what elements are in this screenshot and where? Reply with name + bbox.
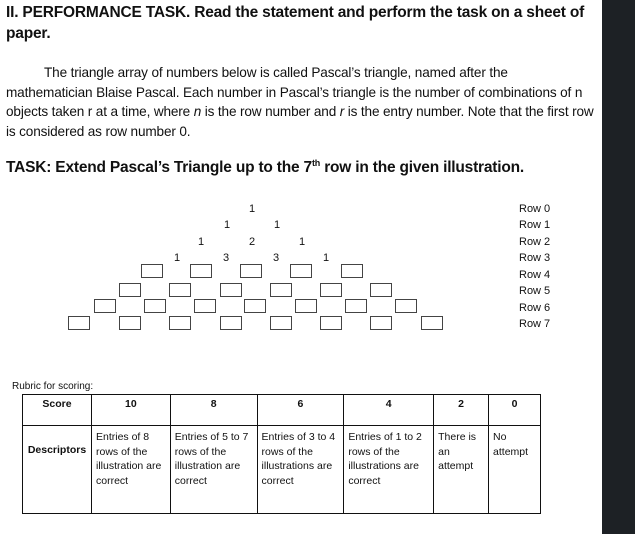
row-label: Row 7 <box>519 318 551 330</box>
row-label: Row 2 <box>519 236 551 248</box>
triangle-entry: 1 <box>273 219 281 231</box>
paragraph-text: is the row number and <box>201 104 340 119</box>
rubric-header-cell: 2 <box>434 395 489 426</box>
triangle-entry: 1 <box>197 236 205 248</box>
blank-entry-box <box>240 264 262 278</box>
row-label: Row 1 <box>519 219 551 231</box>
section-heading: II. PERFORMANCE TASK. Read the statement and perform the task on a sheet of paper. <box>6 4 585 42</box>
blank-entry-box <box>94 299 116 313</box>
blank-entry-box <box>68 316 90 330</box>
descriptor-cell: Entries of 5 to 7 rows of the illustration are correct <box>170 426 257 514</box>
paragraph-text: The triangle array of numbers below is called Pascal’s triangle, named after the mathematician Blaise Pascal. Each number in Pascal’s triangle is the number of combinations of n objects taken r at a time, where <box>6 65 583 119</box>
rubric-descriptor-row <box>23 426 541 514</box>
rubric-header-cell: 10 <box>91 395 170 426</box>
blank-entry-box <box>141 264 163 278</box>
rubric-header-cell: 0 <box>489 395 541 426</box>
blank-entry-box <box>290 264 312 278</box>
variable-n: n <box>193 104 202 119</box>
blank-entry-box <box>270 283 292 297</box>
task-superscript: th <box>311 158 321 168</box>
blank-entry-box <box>244 299 266 313</box>
variable-r: r <box>339 104 345 119</box>
blank-entry-box <box>169 316 191 330</box>
rubric-label: Rubric for scoring: <box>12 381 94 392</box>
row-label: Row 0 <box>519 203 551 215</box>
triangle-entry: 1 <box>173 252 181 264</box>
rubric-header-cell: 8 <box>170 395 257 426</box>
rubric-header-cell: Score <box>23 395 92 426</box>
triangle-entry: 1 <box>248 203 256 215</box>
descriptor-cell: Entries of 8 rows of the illustration are correct <box>91 426 170 514</box>
rubric-header-cell: 6 <box>257 395 344 426</box>
row-label: Row 6 <box>519 302 551 314</box>
triangle-entry: 3 <box>272 252 280 264</box>
blank-entry-box <box>320 283 342 297</box>
triangle-entry: 1 <box>223 219 231 231</box>
blank-entry-box <box>270 316 292 330</box>
task-text: row in the given illustration. <box>320 159 525 176</box>
rubric-header-row <box>23 395 541 426</box>
rubric-table <box>22 394 541 514</box>
row-label: Row 3 <box>519 252 551 264</box>
blank-entry-box <box>220 316 242 330</box>
rubric-header-cell: 4 <box>344 395 434 426</box>
blank-entry-box <box>345 299 367 313</box>
triangle-entry: 2 <box>248 236 256 248</box>
paragraph-text: is the entry number. Note that the first row is considered as row number 0. <box>6 104 594 139</box>
blank-entry-box <box>295 299 317 313</box>
descriptor-cell: Entries of 3 to 4 rows of the illustrations are correct <box>257 426 344 514</box>
triangle-entry: 1 <box>298 236 306 248</box>
triangle-entry: 3 <box>222 252 230 264</box>
dark-side-panel <box>602 0 635 534</box>
blank-entry-box <box>341 264 363 278</box>
row-label: Row 5 <box>519 285 551 297</box>
blank-entry-box <box>421 316 443 330</box>
descriptor-label: Descriptors <box>23 426 92 514</box>
blank-entry-box <box>169 283 191 297</box>
blank-entry-box <box>320 316 342 330</box>
descriptor-cell: There is an attempt <box>434 426 489 514</box>
row-label: Row 4 <box>519 269 551 281</box>
blank-entry-box <box>194 299 216 313</box>
task-text: TASK: Extend Pascal’s Triangle up to the 7 <box>6 159 312 176</box>
blank-entry-box <box>119 283 141 297</box>
blank-entry-box <box>220 283 242 297</box>
blank-entry-box <box>395 299 417 313</box>
blank-entry-box <box>370 316 392 330</box>
descriptor-cell: No attempt <box>489 426 541 514</box>
blank-entry-box <box>370 283 392 297</box>
blank-entry-box <box>144 299 166 313</box>
blank-entry-box <box>119 316 141 330</box>
triangle-entry: 1 <box>322 252 330 264</box>
blank-entry-box <box>190 264 212 278</box>
descriptor-cell: Entries of 1 to 2 rows of the illustrations are correct <box>344 426 434 514</box>
